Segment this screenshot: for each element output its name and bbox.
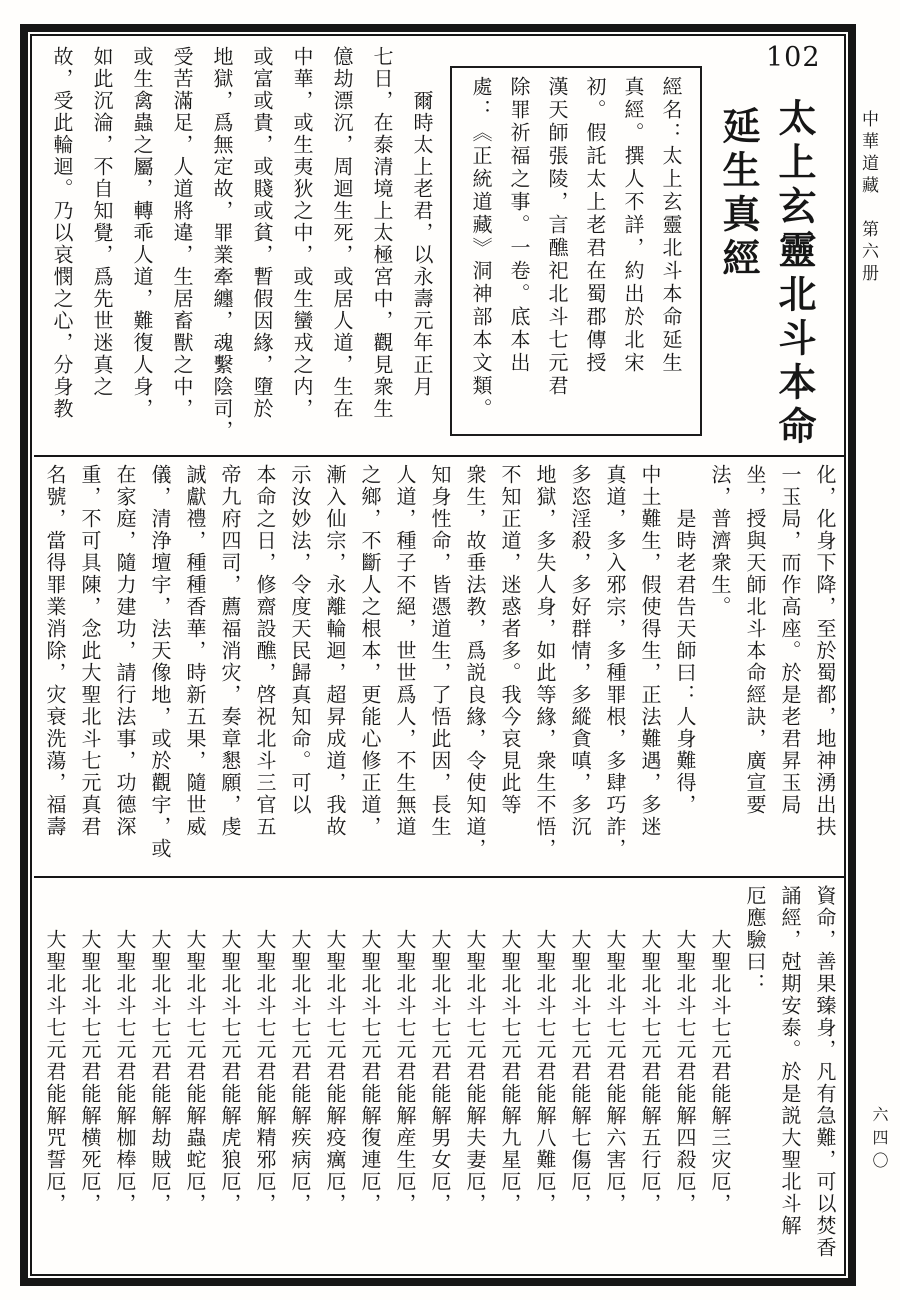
text-column: 資命，善果臻身，凡有急難，可以焚香 [813, 885, 837, 1259]
text-column: 知身性命，皆憑道生，了悟此因，長生 [428, 464, 452, 838]
text-column: 化，化身下降，至於蜀都，地神湧出扶 [813, 464, 837, 838]
text-column: 誠獻禮，種種香華，時新五果，隨世威 [183, 464, 207, 838]
text-column: 如此沉淪，不自知覺，爲先世迷真之 [90, 46, 114, 398]
text-column: 大聖北斗七元君能解七傷厄， [568, 885, 592, 1215]
text-column: 或富或貴，或賤或貧，暫假因緣，墮於 [250, 46, 274, 420]
text-column: 大聖北斗七元君能解枷棒厄， [113, 885, 137, 1215]
main-title-column-2: 延生真經 [716, 106, 761, 282]
text-column: 在家庭，隨力建功，請行法事，功德深 [113, 464, 137, 838]
text-column: 大聖北斗七元君能解横死厄， [78, 885, 102, 1215]
text-column: 大聖北斗七元君能解咒誓厄， [43, 885, 67, 1215]
text-column: 中華，或生夷狄之中，或生蠻戎之内， [290, 46, 314, 420]
text-column: 衆生，故垂法教，爲説良緣，令使知道， [463, 464, 487, 860]
text-column: 中土難生，假使得生，正法難遇，多迷 [638, 464, 662, 838]
text-column: 本命之日，修齋設醮，啓祝北斗三官五 [253, 464, 277, 838]
text-column: 大聖北斗七元君能解六害厄， [603, 885, 627, 1215]
text-column: 大聖北斗七元君能解八難厄， [533, 885, 557, 1215]
text-column: 受苦滿足，人道將違，生居畜獸之中， [170, 46, 194, 420]
abstract-text-column: 初。假託太上老君在蜀郡傳授 [583, 76, 607, 375]
text-column: 大聖北斗七元君能解劫賊厄， [148, 885, 172, 1215]
text-column: 示汝妙法，令度天民歸真知命。可以 [288, 464, 312, 816]
text-column: 地獄，爲無定故，罪業牽纏，魂繫陰司， [210, 46, 234, 442]
text-column: 七日，在泰清境上太極宮中，觀見衆生 [370, 46, 394, 420]
text-column: 大聖北斗七元君能解疫癘厄， [323, 885, 347, 1215]
abstract-text-column: 漢天師張陵，言醮祀北斗七元君 [545, 76, 569, 398]
text-column: 大聖北斗七元君能解疾病厄， [288, 885, 312, 1215]
text-column: 億劫漂沉，周迴生死，或居人道，生在 [330, 46, 354, 420]
section-1 [36, 38, 842, 463]
text-column: 大聖北斗七元君能解蟲蛇厄， [183, 885, 207, 1215]
text-column: 地獄，多失人身，如此等緣，衆生不悟， [533, 464, 557, 860]
abstract-text-column: 真經。撰人不詳，約出於北宋 [621, 76, 645, 375]
section-3-text [36, 881, 842, 1279]
text-column: 名號，當得罪業消除，灾衰洗蕩，福壽 [43, 464, 67, 838]
text-column: 故，受此輪迴。乃以哀憫之心，分身教 [50, 46, 74, 420]
text-column: 大聖北斗七元君能解精邪厄， [253, 885, 277, 1215]
text-column: 大聖北斗七元君能解五行厄， [638, 885, 662, 1215]
text-column: 之鄉，不斷人之根本，更能心修正道， [358, 464, 382, 838]
text-column: 漸入仙宗，永離輪迴，超昇成道，我故 [323, 464, 347, 838]
section-2-text [36, 460, 842, 878]
text-column: 帝九府四司，薦福消灾，奏章懇願，虔 [218, 464, 242, 838]
main-title-column-1: 太上玄靈北斗本命 [772, 98, 817, 450]
section-divider-2 [34, 876, 844, 878]
text-column: 厄應驗曰： [743, 885, 767, 995]
text-column: 法，普濟衆生。 [708, 464, 732, 618]
text-column: 人道，種子不絕，世世爲人，不生無道 [393, 464, 417, 838]
text-column: 一玉局，而作高座。於是老君昇玉局 [778, 464, 802, 816]
abstract-text-column: 除罪祈福之事。一卷。底本出 [507, 76, 531, 375]
page-number: 六四〇 [870, 1106, 889, 1175]
text-column: 坐，授與天師北斗本命經訣，廣宣要 [743, 464, 767, 816]
section-divider-1 [34, 455, 844, 457]
section-1-text [42, 46, 442, 463]
abstract-text-column: 處：《正統道藏》洞神部本文類。 [469, 76, 493, 421]
abstract-text-column: 經名：太上玄靈北斗本命延生 [659, 76, 683, 375]
text-column: 儀，清浄壇宇，法天像地，或於觀宇，或 [148, 464, 172, 860]
text-column: 爾時太上老君，以永壽元年正月 [410, 46, 434, 398]
running-title: 中華道藏 第六册 [858, 110, 878, 286]
text-column: 大聖北斗七元君能解九星厄， [498, 885, 522, 1215]
text-column: 大聖北斗七元君能解復連厄， [358, 885, 382, 1215]
text-column: 真道，多入邪宗，多種罪根，多肆巧詐， [603, 464, 627, 860]
text-column: 或生禽蟲之屬，轉乖人道，難復人身， [130, 46, 154, 420]
text-column: 大聖北斗七元君能解男女厄， [428, 885, 452, 1215]
text-column: 是時老君告天師曰：人身難得， [673, 464, 697, 816]
abstract-box [450, 66, 702, 436]
text-column: 大聖北斗七元君能解三灾厄， [708, 885, 732, 1215]
text-column: 重，不可具陳，念此大聖北斗七元真君 [78, 464, 102, 838]
text-column: 誦經，尅期安泰。於是説大聖北斗解 [778, 885, 802, 1237]
text-column: 大聖北斗七元君能解産生厄， [393, 885, 417, 1215]
text-column: 多恣淫殺，多好群情，多縱貪嗔，多沉 [568, 464, 592, 838]
text-column: 大聖北斗七元君能解四殺厄， [673, 885, 697, 1215]
text-column: 不知正道，迷惑者多。我今哀見此等 [498, 464, 522, 816]
text-column: 大聖北斗七元君能解夫妻厄， [463, 885, 487, 1215]
text-column: 大聖北斗七元君能解虎狼厄， [218, 885, 242, 1215]
doc-number: 102 [766, 42, 821, 73]
